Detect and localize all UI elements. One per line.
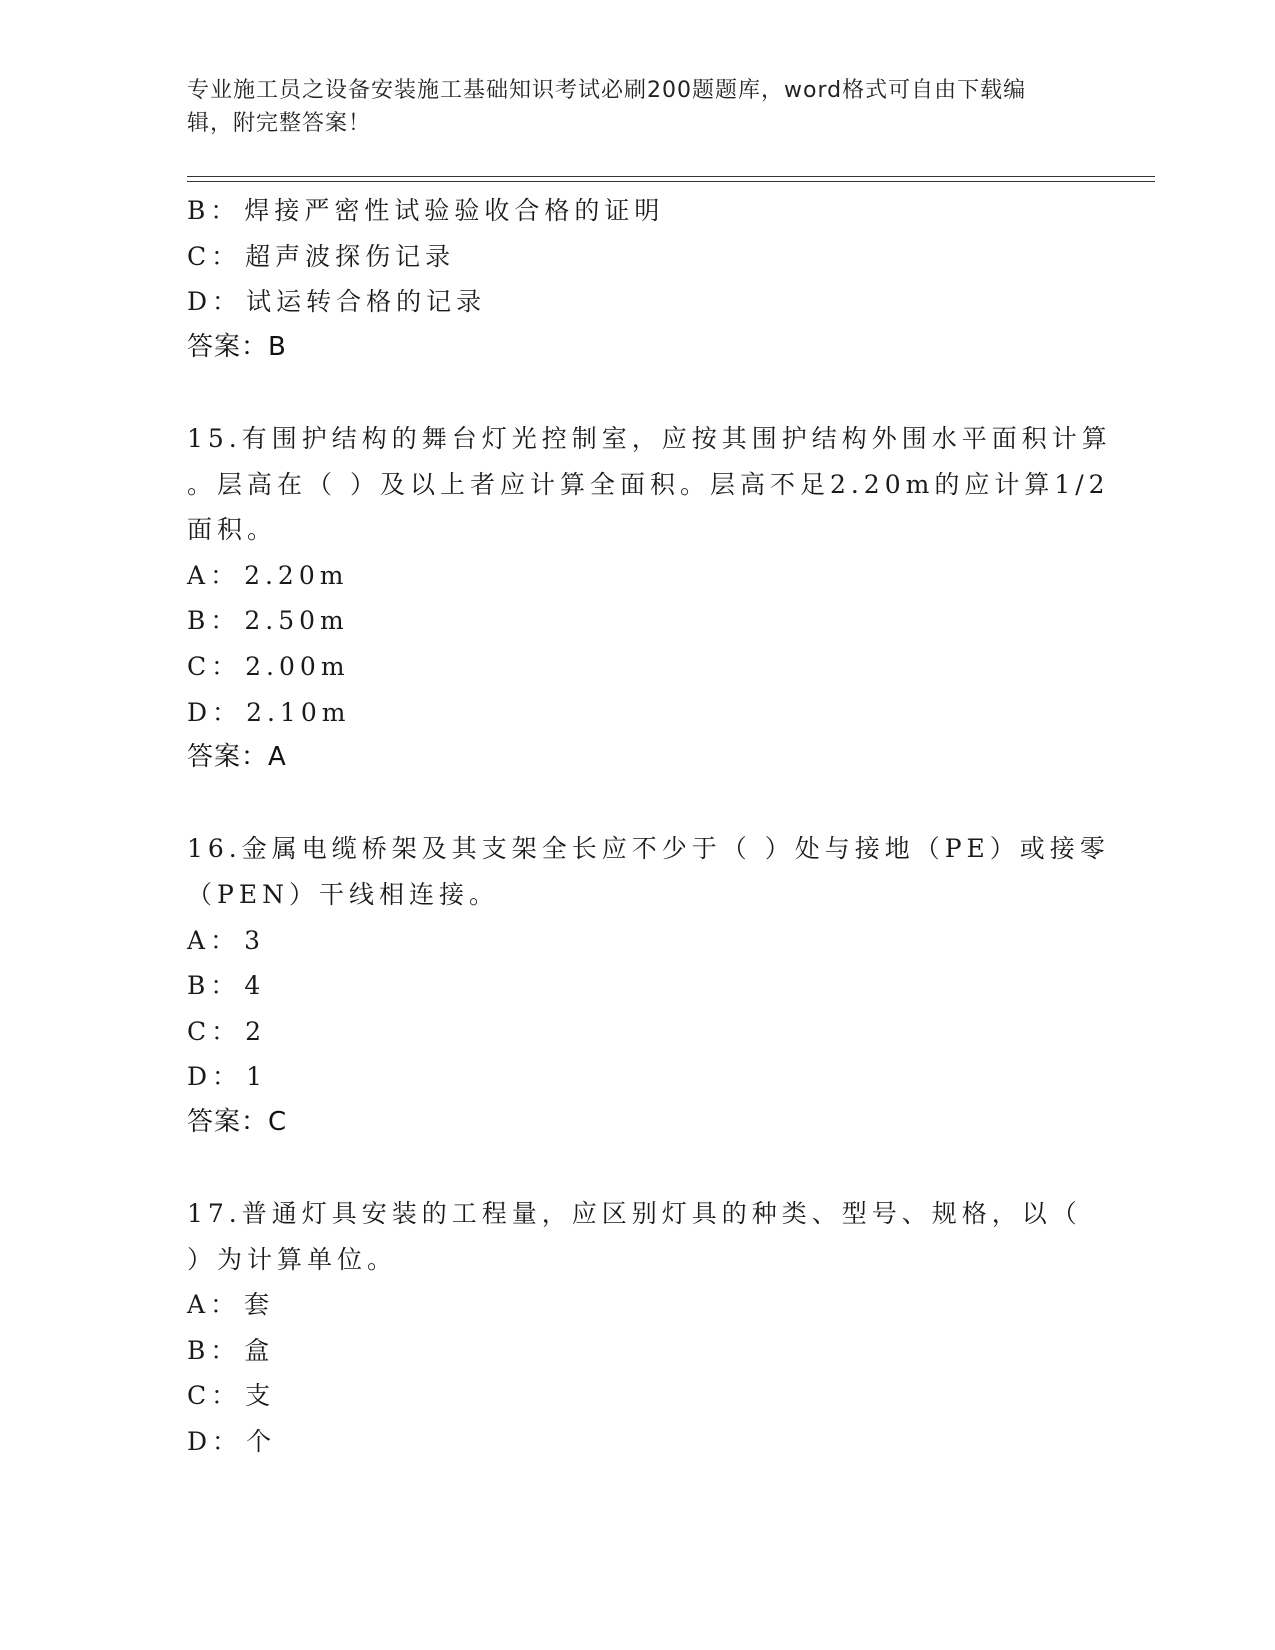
question-14-fragment (187, 188, 1087, 370)
option-a: A： 套 (187, 1290, 275, 1320)
option-b: B： 盒 (187, 1335, 275, 1365)
document-header: 专业施工员之设备安装施工基础知识考试必刷200题题库，word格式可自由下载编辑，附完整答案！ (187, 78, 1027, 136)
header-rule-top (187, 176, 1155, 177)
question-text-line: 17.普通灯具安装的工程量，应区别灯具的种类、型号、规格，以（ (187, 1199, 1082, 1229)
option-b: B： 焊接严密性试验验收合格的证明 (187, 196, 665, 225)
option-b: B： 2.50m (187, 606, 349, 636)
option-d: D： 个 (187, 1427, 277, 1457)
question-content (187, 188, 1112, 1465)
question-15 (187, 416, 1112, 781)
option-c: C： 支 (187, 1381, 276, 1411)
option-c: C： 2 (187, 1016, 267, 1046)
question-text-line: 面积。 (187, 515, 278, 545)
spacer (187, 1145, 1087, 1191)
option-c: C： 2.00m (187, 651, 350, 681)
question-text-line: （PEN）干线相连接。 (187, 879, 499, 909)
option-b: B： 4 (187, 971, 266, 1001)
question-text-line: 15.有围护结构的舞台灯光控制室，应按其围护结构外围水平面积计算 (187, 423, 1112, 453)
question-text-line: 16.金属电缆桥架及其支架全长应不少于（ ）处与接地（PE）或接零 (187, 834, 1110, 864)
question-text-line: 。层高在（ ）及以上者应计算全面积。层高不足2.20m的应计算1/2 (187, 469, 1110, 499)
spacer (187, 370, 1087, 416)
answer-line: 答案：C (187, 1106, 288, 1137)
option-a: A： 2.20m (187, 560, 349, 590)
spacer (187, 781, 1087, 827)
question-17 (187, 1191, 1087, 1465)
answer-line: 答案：A (187, 742, 287, 773)
option-d: D： 1 (187, 1062, 267, 1092)
option-a: A： 3 (187, 925, 265, 955)
answer-line: 答案：B (187, 331, 287, 362)
question-text-line: ）为计算单位。 (187, 1244, 398, 1274)
option-d: D： 2.10m (187, 697, 351, 727)
header-rule-bottom (187, 181, 1155, 182)
option-d: D： 试运转合格的记录 (187, 287, 487, 317)
question-16 (187, 826, 1110, 1145)
option-c: C： 超声波探伤记录 (187, 241, 456, 271)
